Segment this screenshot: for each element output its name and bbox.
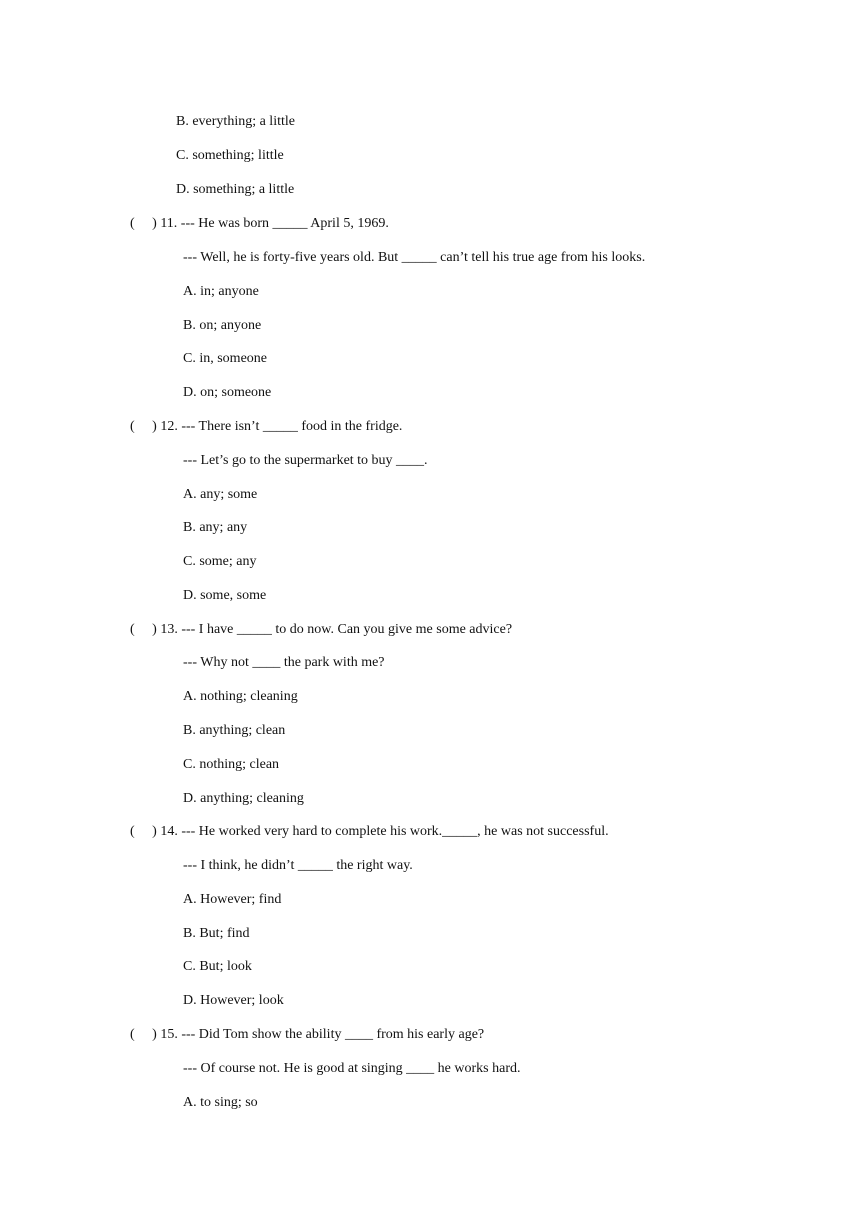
option-line: A. nothing; cleaning [183, 689, 298, 704]
option-line: B. everything; a little [176, 114, 295, 129]
question-response: --- Of course not. He is good at singing ____ he works hard. [183, 1061, 521, 1076]
option-line: D. on; someone [183, 385, 272, 400]
question-response: --- Why not ____ the park with me? [183, 655, 385, 670]
question-response: --- I think, he didn’t _____ the right way. [183, 858, 413, 873]
question-response: --- Well, he is forty-five years old. But _____ can’t tell his true age from his looks. [183, 250, 646, 265]
question-stem: ( ) 11. --- He was born _____ April 5, 1969. [130, 216, 389, 231]
question-stem: ( ) 12. --- There isn’t _____ food in the fridge. [130, 419, 403, 434]
option-line: B. on; anyone [183, 318, 262, 333]
option-line: B. But; find [183, 926, 250, 941]
option-line: C. in, someone [183, 351, 267, 366]
option-line: C. But; look [183, 959, 252, 974]
option-line: D. However; look [183, 993, 284, 1008]
option-line: C. something; little [176, 148, 284, 163]
question-response: --- Let’s go to the supermarket to buy ____. [183, 453, 428, 468]
option-line: B. anything; clean [183, 723, 286, 738]
option-line: D. some, some [183, 588, 267, 603]
question-stem: ( ) 13. --- I have _____ to do now. Can you give me some advice? [130, 622, 513, 637]
option-line: A. to sing; so [183, 1095, 258, 1110]
option-line: A. However; find [183, 892, 282, 907]
question-stem: ( ) 14. --- He worked very hard to complete his work._____, he was not successful. [130, 824, 609, 839]
option-line: D. anything; cleaning [183, 791, 304, 806]
option-line: C. some; any [183, 554, 257, 569]
option-line: A. any; some [183, 487, 258, 502]
option-line: C. nothing; clean [183, 757, 280, 772]
option-line: B. any; any [183, 520, 248, 535]
question-stem: ( ) 15. --- Did Tom show the ability ____ from his early age? [130, 1027, 485, 1042]
option-line: D. something; a little [176, 182, 295, 197]
option-line: A. in; anyone [183, 284, 259, 299]
